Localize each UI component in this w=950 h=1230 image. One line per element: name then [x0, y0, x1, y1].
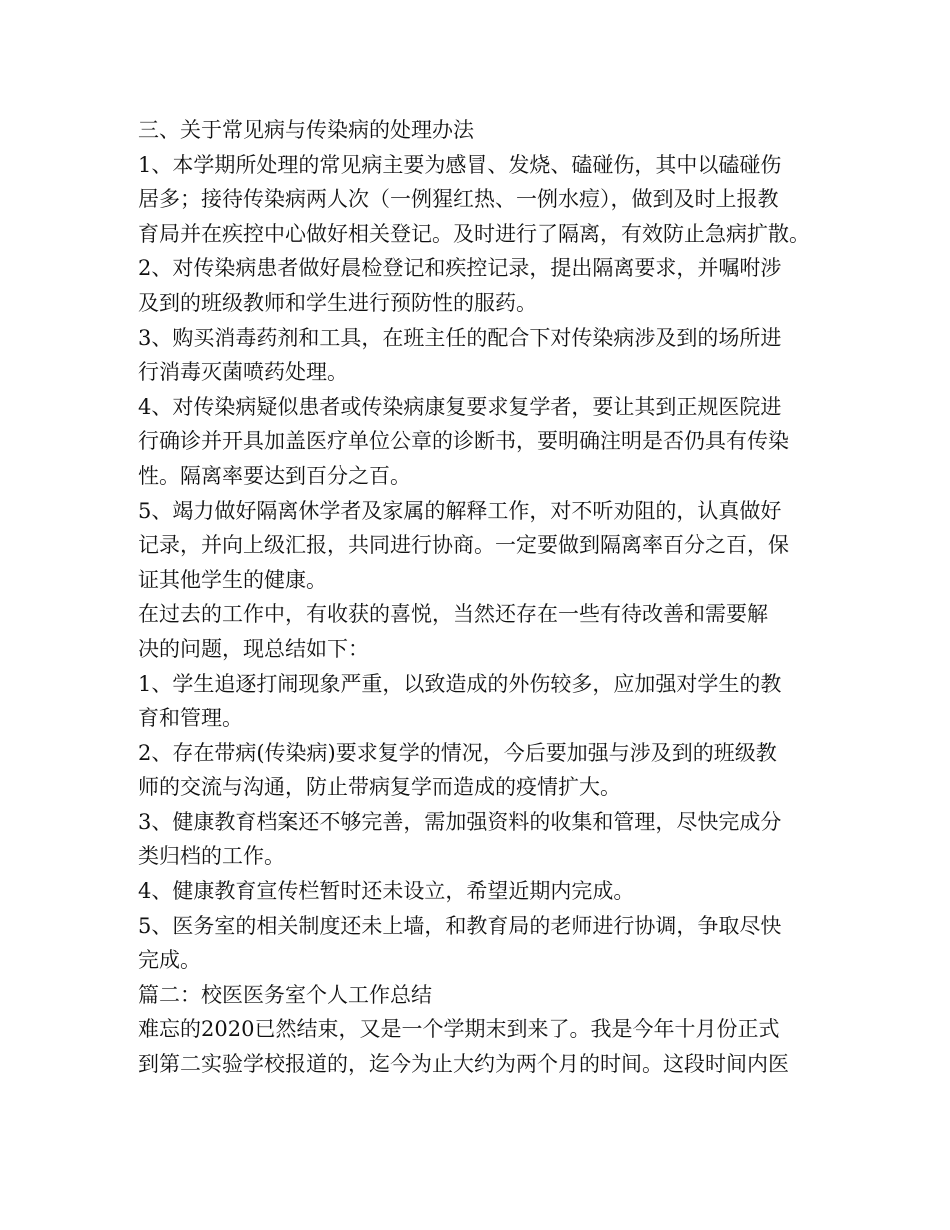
article-title: 篇二：校医医务室个人工作总结: [138, 982, 432, 1007]
paragraph-line: 1、本学期所处理的常见病主要为感冒、发烧、磕碰伤，其中以磕碰伤: [138, 152, 782, 177]
paragraph-line: 育局并在疾控中心做好相关登记。及时进行了隔离，有效防止急病扩散。: [138, 221, 810, 246]
paragraph-line: 3、健康教育档案还不够完善，需加强资料的收集和管理，尽快完成分: [138, 809, 782, 834]
paragraph-line: 行消毒灭菌喷药处理。: [138, 360, 348, 385]
paragraph-line: 在过去的工作中，有收获的喜悦，当然还存在一些有待改善和需要解: [138, 602, 768, 627]
paragraph-line: 师的交流与沟通，防止带病复学而造成的疫情扩大。: [138, 775, 621, 800]
paragraph-line: 5、竭力做好隔离休学者及家属的解释工作，对不听劝阻的，认真做好: [138, 498, 782, 523]
paragraph-line: 2、存在带病(传染病)要求复学的情况，今后要加强与涉及到的班级教: [138, 740, 777, 765]
paragraph-line: 4、对传染病疑似患者或传染病康复要求复学者，要让其到正规医院进: [138, 394, 782, 419]
paragraph-line: 2、对传染病患者做好晨检登记和疾控记录，提出隔离要求，并嘱咐涉: [138, 256, 782, 281]
paragraph-line: 居多；接待传染病两人次（一例猩红热、一例水痘），做到及时上报教: [138, 187, 779, 212]
paragraph-line: 及到的班级教师和学生进行预防性的服药。: [138, 290, 537, 315]
paragraph-line: 5、医务室的相关制度还未上墙，和教育局的老师进行协调，争取尽快: [138, 913, 782, 938]
paragraph-line: 3、购买消毒药剂和工具，在班主任的配合下对传染病涉及到的场所进: [138, 325, 782, 350]
paragraph-line: 证其他学生的健康。: [138, 567, 327, 592]
paragraph-line: 记录，并向上级汇报，共同进行协商。一定要做到隔离率百分之百，保: [138, 533, 789, 558]
paragraph-line: 到第二实验学校报道的，迄今为止大约为两个月的时间。这段时间内医: [138, 1052, 789, 1077]
paragraph-line: 育和管理。: [138, 706, 243, 731]
paragraph-line: 决的问题，现总结如下：: [138, 636, 369, 661]
paragraph-line: 类归档的工作。: [138, 844, 285, 869]
paragraph-line: 行确诊并开具加盖医疗单位公章的诊断书，要明确注明是否仍具有传染: [138, 429, 789, 454]
section-heading: 三、关于常见病与传染病的处理办法: [138, 118, 474, 142]
document-body: [138, 113, 818, 1082]
paragraph-line: 完成。: [138, 948, 201, 973]
paragraph-line: 性。隔离率要达到百分之百。: [138, 463, 411, 488]
paragraph-line: 难忘的2020已然结束，又是一个学期末到来了。我是今年十月份正式: [138, 1017, 780, 1042]
paragraph-line: 4、健康教育宣传栏暂时还未设立，希望近期内完成。: [138, 879, 635, 904]
paragraph-line: 1、学生追逐打闹现象严重，以致造成的外伤较多，应加强对学生的教: [138, 671, 782, 696]
